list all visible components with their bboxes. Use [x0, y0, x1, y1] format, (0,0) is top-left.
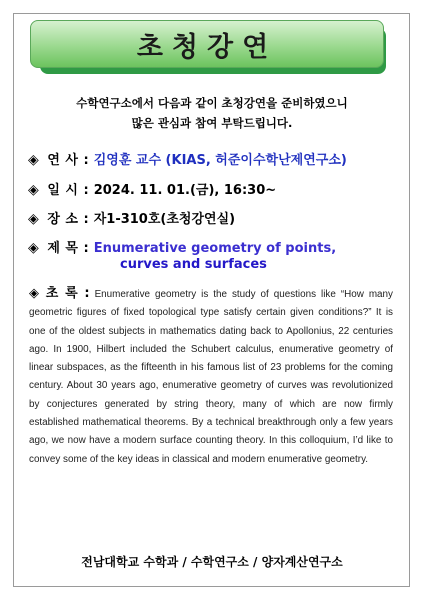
- speaker-value: 김영훈 교수 (KIAS, 허준이수학난제연구소): [93, 153, 347, 168]
- intro-line-2: 많은 관심과 참여 부탁드립니다.: [131, 116, 293, 130]
- diamond-bullet-icon: ◈: [29, 286, 39, 301]
- abstract-header: [29, 286, 90, 301]
- speaker-label: 연 사 :: [47, 153, 90, 168]
- organizers-footer: 전남대학교 수학과 / 수학연구소 / 양자계산연구소: [81, 555, 343, 569]
- subject-line-2: curves and surfaces: [120, 257, 267, 272]
- poster-title: 초청강연: [136, 31, 278, 63]
- intro-line-1: 수학연구소에서 다음과 같이 초청강연을 준비하였으니: [76, 96, 348, 110]
- diamond-bullet-icon: ◈: [28, 182, 39, 198]
- title-banner: [30, 20, 384, 68]
- place-value: 자1-310호(초청강연실): [93, 212, 236, 227]
- intro-text: [20, 93, 404, 133]
- datetime-value: 2024. 11. 01.(금), 16:30~: [93, 183, 277, 198]
- diamond-bullet-icon: ◈: [28, 152, 39, 168]
- subject-label: 제 목 :: [47, 241, 90, 256]
- subject-row: [28, 237, 406, 256]
- place-label: 장 소 :: [47, 212, 90, 227]
- datetime-row: [28, 179, 406, 198]
- abstract-block: [29, 285, 393, 469]
- abstract-label: 초 록 :: [45, 286, 90, 301]
- place-row: [28, 208, 406, 227]
- subject-line-1: Enumerative geometry of points,: [93, 241, 337, 256]
- datetime-label: 일 시 :: [47, 183, 90, 198]
- abstract-text: Enumerative geometry is the study of questions like “How many geometric figures of fixed topological type satisfy certain given conditions?” It is one of the oldest subjects in mathematics dating back to Apollonius, 22 centuries ago. In 1900, Hilbert included the Schubert calculus, enumerative geometry of linear subspaces, as the fifteenth in his famous list of 23 problems for the coming century. About 30 years ago, enumerative geometry of curves was revolutionized by conjectures generated by string theory, many of which are now firmly established mathematical theorems. By a technical breakthrough only a few years ago, we now have a modern surface counting theory. In this colloquium, I’d like to convey some of the key ideas in classical and modern enumerative geometry.: [29, 289, 393, 465]
- diamond-bullet-icon: ◈: [28, 240, 39, 256]
- diamond-bullet-icon: ◈: [28, 211, 39, 227]
- speaker-row: [28, 149, 406, 168]
